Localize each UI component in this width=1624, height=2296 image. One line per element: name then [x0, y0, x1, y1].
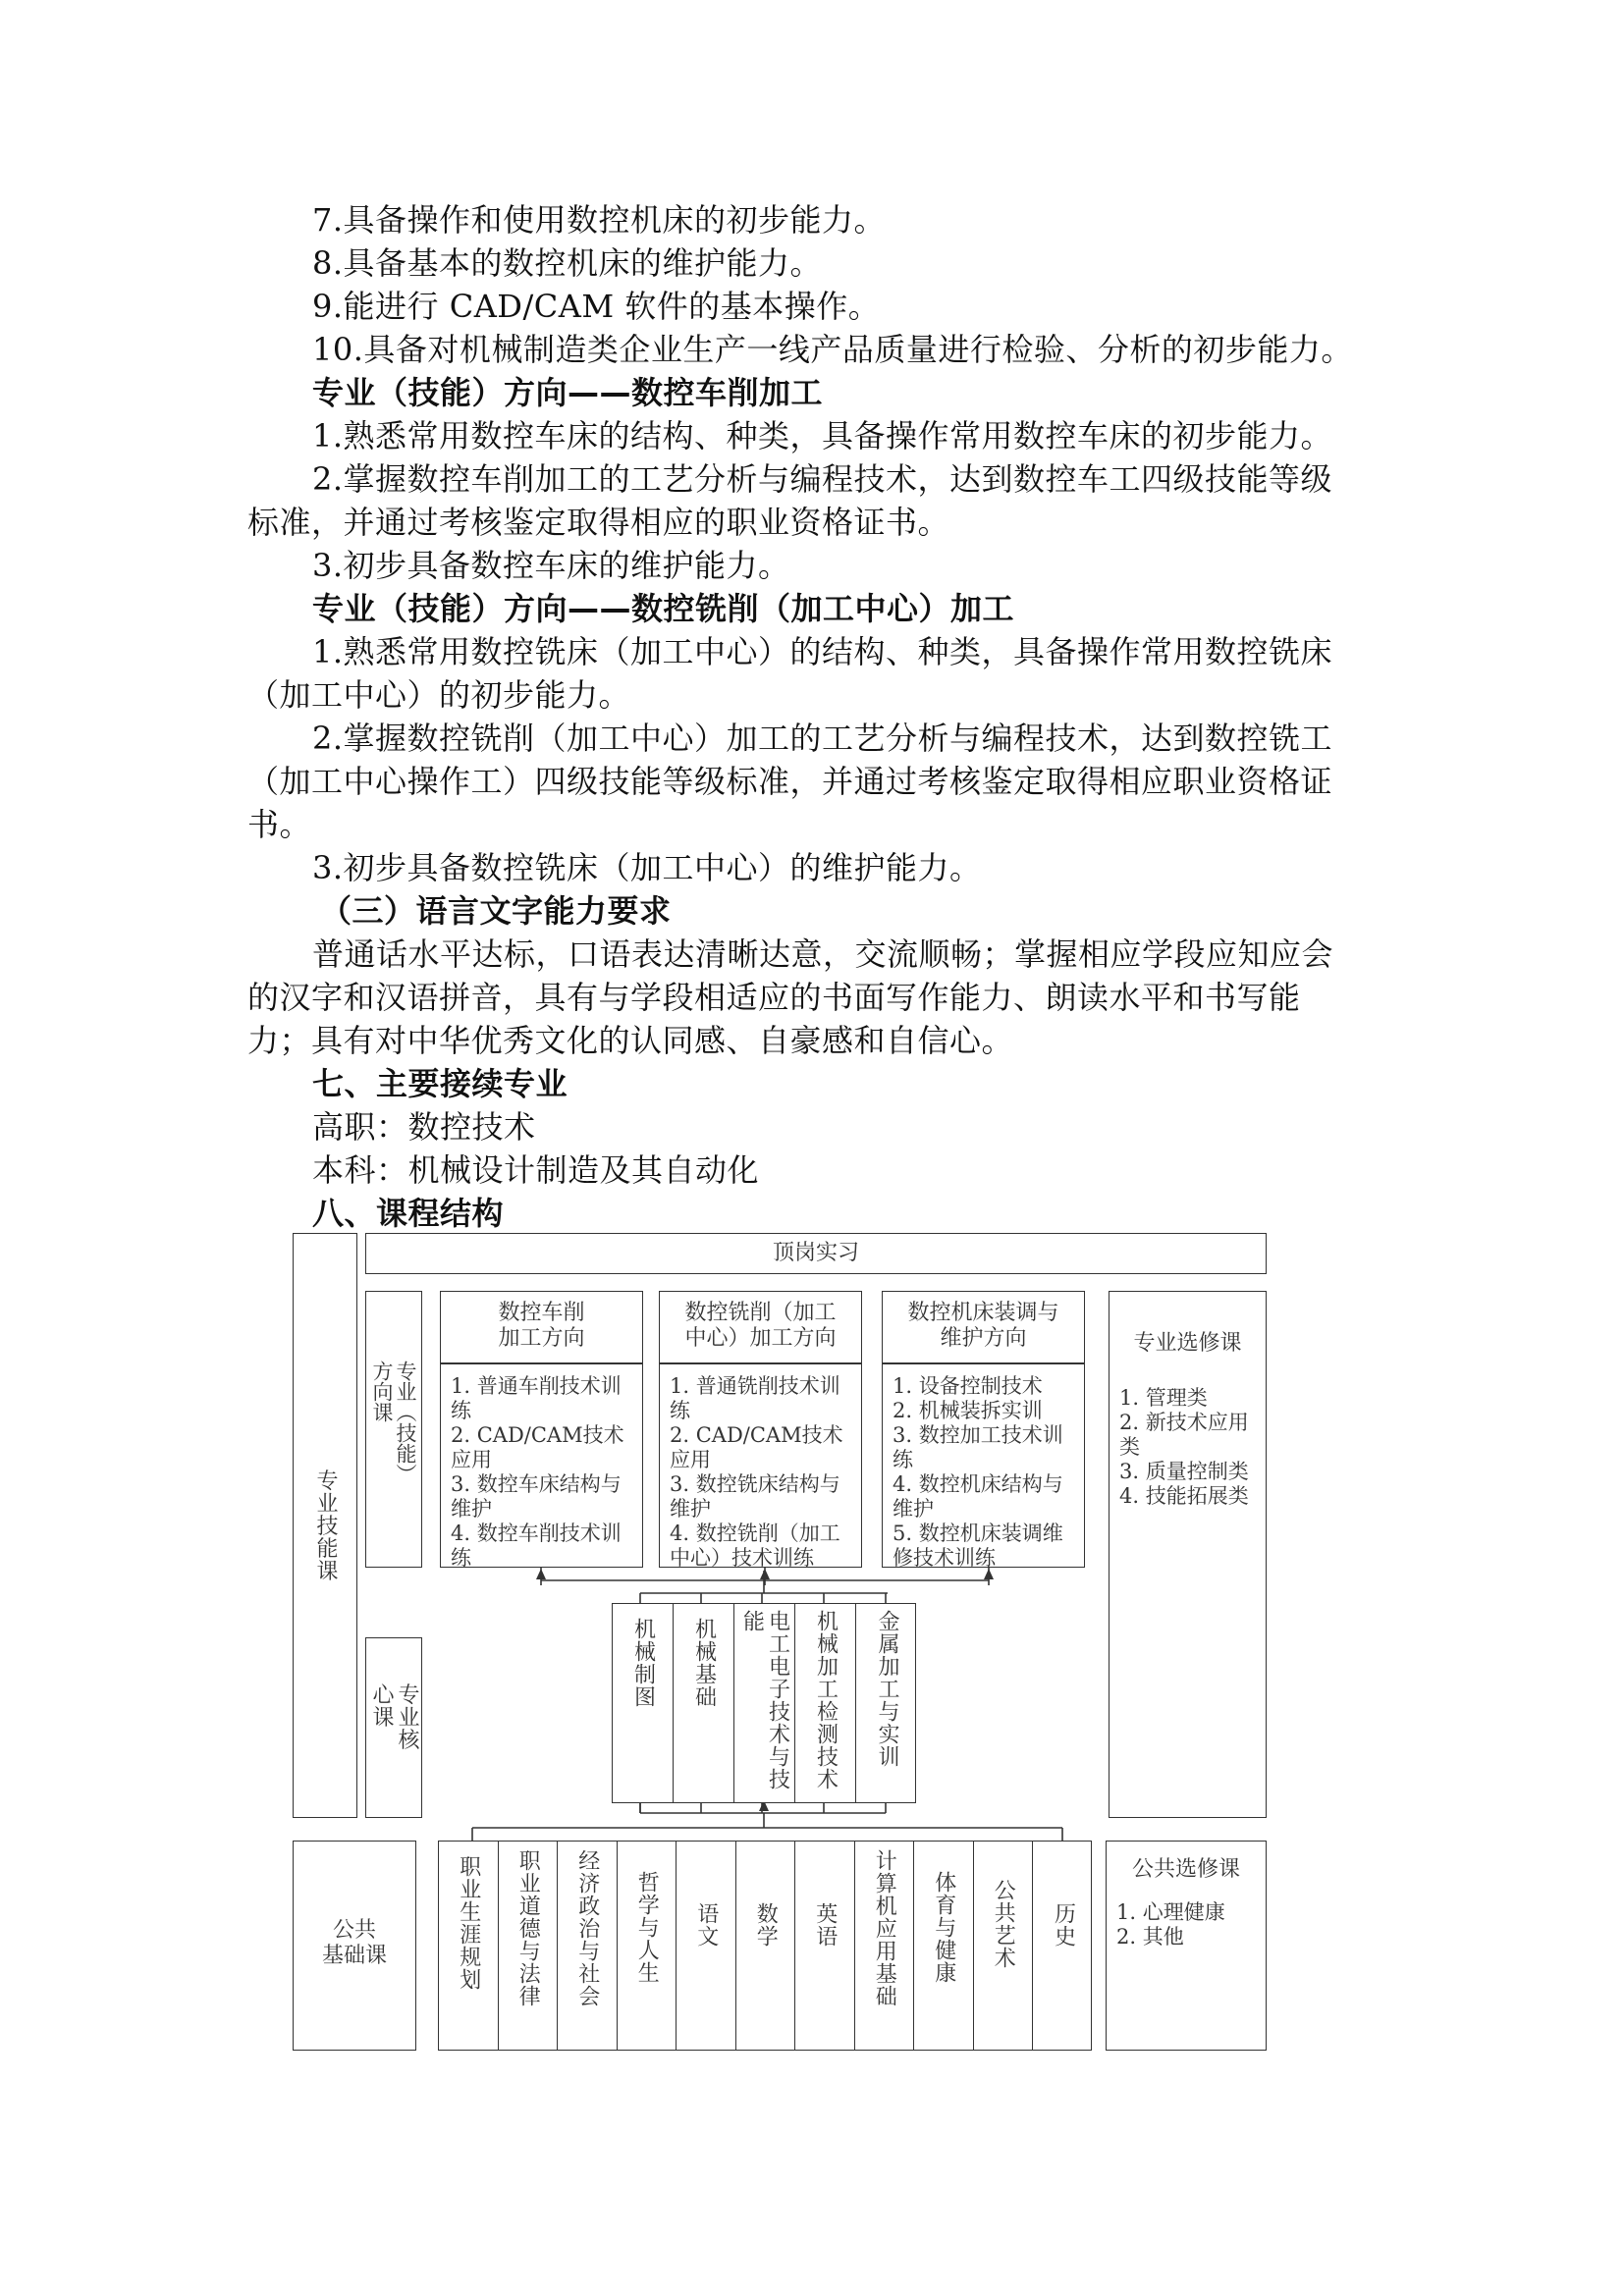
public-course-label: 历史: [1051, 1902, 1076, 1948]
structure-heading: 八、课程结构: [312, 1195, 505, 1232]
public-course-cell: [558, 1842, 618, 2050]
major-elective-title: 专业选修课: [1133, 1331, 1242, 1356]
language-heading: （三）语言文字能力要求: [320, 892, 672, 930]
turning-item-3: 3.初步具备数控车床的维护能力。: [312, 547, 790, 584]
milling-heading: 专业（技能）方向——数控铣削（加工中心）加工: [312, 590, 1015, 627]
major-skill-course-box: [293, 1233, 357, 1818]
public-course-label: 数学: [753, 1902, 779, 1948]
ability-item-9: 9.能进行 CAD/CAM 软件的基本操作。: [312, 288, 881, 325]
public-course-label: 公共艺术: [991, 1879, 1016, 1969]
major-skill-course-label: 专业技能课: [313, 1468, 338, 1582]
public-course-label: 职业生涯规划: [456, 1855, 481, 1991]
core-course-cell: [613, 1604, 674, 1802]
milling-item-3: 3.初步具备数控铣床（加工中心）的维护能力。: [312, 849, 982, 886]
public-elective-list: [1116, 1900, 1260, 1949]
public-elective-title: 公共选修课: [1131, 1857, 1240, 1882]
direction-milling-list: [670, 1374, 852, 1571]
internship-box: [365, 1233, 1267, 1274]
direction-course-label-box: [365, 1291, 422, 1568]
core-course-label-box: [365, 1637, 422, 1818]
core-course-cell: [674, 1604, 734, 1802]
direction-maintenance-item: 2. 机械装拆实训: [893, 1399, 1043, 1422]
public-course-cell: [974, 1842, 1034, 2050]
public-course-cell: [499, 1842, 559, 2050]
direction-turning-list: [451, 1374, 633, 1571]
public-course-cell: [736, 1842, 796, 2050]
direction-turning-title-box: [440, 1291, 643, 1363]
direction-milling-title-box: [659, 1291, 862, 1363]
core-course-label-text: 机械加工检测技术: [813, 1610, 839, 1790]
major-elective-list: [1119, 1386, 1259, 1509]
direction-maintenance-item: 4. 数控机床结构与维护: [893, 1472, 1063, 1521]
core-course-cell: [734, 1604, 795, 1802]
public-course-cell: [855, 1842, 915, 2050]
public-elective-item: 2. 其他: [1116, 1925, 1184, 1949]
ability-item-10: 10.具备对机械制造类企业生产一线产品质量进行检验、分析的初步能力。: [312, 331, 1353, 368]
major-elective-item: 1. 管理类: [1119, 1386, 1208, 1410]
course-structure-diagram: [291, 1232, 1272, 2056]
direction-maintenance-title-2: 维护方向: [940, 1326, 1027, 1351]
direction-maintenance-item: 1. 设备控制技术: [893, 1374, 1043, 1398]
major-elective-box: [1109, 1291, 1267, 1818]
public-basic-course-label-1: 公共: [332, 1918, 376, 1943]
ability-item-8: 8.具备基本的数控机床的维护能力。: [312, 244, 823, 282]
public-elective-item: 1. 心理健康: [1116, 1900, 1225, 1924]
turning-item-2-line-1: 2.掌握数控车削加工的工艺分析与编程技术，达到数控车工四级技能等级: [312, 460, 1333, 498]
continuation-heading: 七、主要接续专业: [312, 1065, 568, 1102]
continuation-higher: 高职：数控技术: [312, 1108, 536, 1146]
direction-milling-item: 4. 数控铣削（加工中心）技术训练: [670, 1522, 840, 1570]
milling-item-2-line-3: 书。: [247, 806, 312, 843]
major-elective-item: 4. 技能拓展类: [1119, 1484, 1249, 1508]
public-course-cell: [1033, 1842, 1093, 2050]
public-course-label: 体育与健康: [931, 1871, 956, 1984]
public-basic-course-label-2: 基础课: [321, 1944, 387, 1968]
major-elective-item: 2. 新技术应用类: [1119, 1411, 1249, 1459]
direction-turning-item: 1. 普通车削技术训练: [451, 1374, 622, 1422]
direction-maintenance-list-box: [882, 1363, 1085, 1568]
milling-item-2-line-2: （加工中心操作工）四级技能等级标准，并通过考核鉴定取得相应职业资格证: [247, 763, 1333, 800]
public-course-cell: [439, 1842, 499, 2050]
public-course-label: 语文: [693, 1902, 719, 1948]
direction-turning-item: 4. 数控车削技术训练: [451, 1522, 622, 1570]
direction-maintenance-title-1: 数控机床装调与: [907, 1301, 1059, 1325]
turning-heading: 专业（技能）方向——数控车削加工: [312, 374, 824, 411]
core-course-label-text: 金属加工与实训: [875, 1610, 899, 1768]
language-paragraph-line-1: 普通话水平达标，口语表达清晰达意，交流顺畅；掌握相应学段应知应会: [312, 935, 1334, 973]
turning-item-1: 1.熟悉常用数控车床的结构、种类，具备操作常用数控车床的初步能力。: [312, 417, 1333, 454]
direction-maintenance-item: 5. 数控机床装调维修技术训练: [893, 1522, 1063, 1570]
direction-milling-list-box: [659, 1363, 862, 1568]
core-course-label-text: 机械制图: [630, 1618, 656, 1708]
public-course-cell: [914, 1842, 974, 2050]
direction-turning-item: 2. CAD/CAM技术应用: [451, 1423, 624, 1471]
direction-turning-item: 3. 数控车床结构与维护: [451, 1472, 622, 1521]
direction-milling-item: 2. CAD/CAM技术应用: [670, 1423, 843, 1471]
direction-course-label: 专业（技能）方向课: [370, 1361, 417, 1484]
direction-maintenance-item: 3. 数控加工技术训练: [893, 1423, 1063, 1471]
public-course-label: 经济政治与社会: [574, 1849, 600, 2007]
public-course-label: 英语: [812, 1902, 838, 1948]
ability-item-7: 7.具备操作和使用数控机床的初步能力。: [312, 201, 887, 239]
public-basic-course-box: [293, 1841, 416, 2051]
milling-item-2-line-1: 2.掌握数控铣削（加工中心）加工的工艺分析与编程技术，达到数控铣工: [312, 720, 1333, 757]
core-course-label-text: 机械基础: [691, 1618, 717, 1708]
public-course-label: 计算机应用基础: [872, 1849, 897, 2007]
core-courses-box: [612, 1603, 916, 1803]
public-course-label: 职业道德与法律: [515, 1849, 541, 2007]
milling-item-1-line-1: 1.熟悉常用数控铣床（加工中心）的结构、种类，具备操作常用数控铣床: [312, 633, 1333, 670]
public-course-cell: [618, 1842, 677, 2050]
direction-maintenance-title-box: [882, 1291, 1085, 1363]
continuation-bachelor: 本科：机械设计制造及其自动化: [312, 1151, 760, 1189]
major-elective-item: 3. 质量控制类: [1119, 1460, 1249, 1483]
public-course-cell: [795, 1842, 855, 2050]
language-paragraph-line-2: 的汉字和汉语拼音，具有与学段相适应的书面写作能力、朗读水平和书写能: [247, 979, 1301, 1016]
milling-item-1-line-2: （加工中心）的初步能力。: [247, 676, 631, 714]
internship-label: 顶岗实习: [772, 1241, 859, 1265]
public-elective-box: [1106, 1841, 1267, 2051]
core-course-cell: [856, 1604, 917, 1802]
direction-milling-title-1: 数控铣削（加工: [684, 1301, 837, 1325]
turning-item-2-line-2: 标准，并通过考核鉴定取得相应的职业资格证书。: [247, 504, 950, 541]
direction-milling-item: 3. 数控铣床结构与维护: [670, 1472, 840, 1521]
direction-milling-title-2: 中心）加工方向: [684, 1326, 837, 1351]
direction-turning-title-2: 加工方向: [498, 1326, 585, 1351]
core-course-label-text: 电工电子技术与技能: [739, 1610, 790, 1790]
public-course-cell: [677, 1842, 736, 2050]
public-courses-box: [438, 1841, 1092, 2051]
direction-milling-item: 1. 普通铣削技术训练: [670, 1374, 840, 1422]
core-course-label: 专业核心课: [369, 1682, 419, 1751]
direction-maintenance-list: [893, 1374, 1075, 1571]
direction-turning-title-1: 数控车削: [498, 1301, 585, 1325]
language-paragraph-line-3: 力；具有对中华优秀文化的认同感、自豪感和自信心。: [247, 1022, 1014, 1059]
direction-turning-list-box: [440, 1363, 643, 1568]
public-course-label: 哲学与人生: [634, 1871, 660, 1984]
core-course-cell: [795, 1604, 856, 1802]
